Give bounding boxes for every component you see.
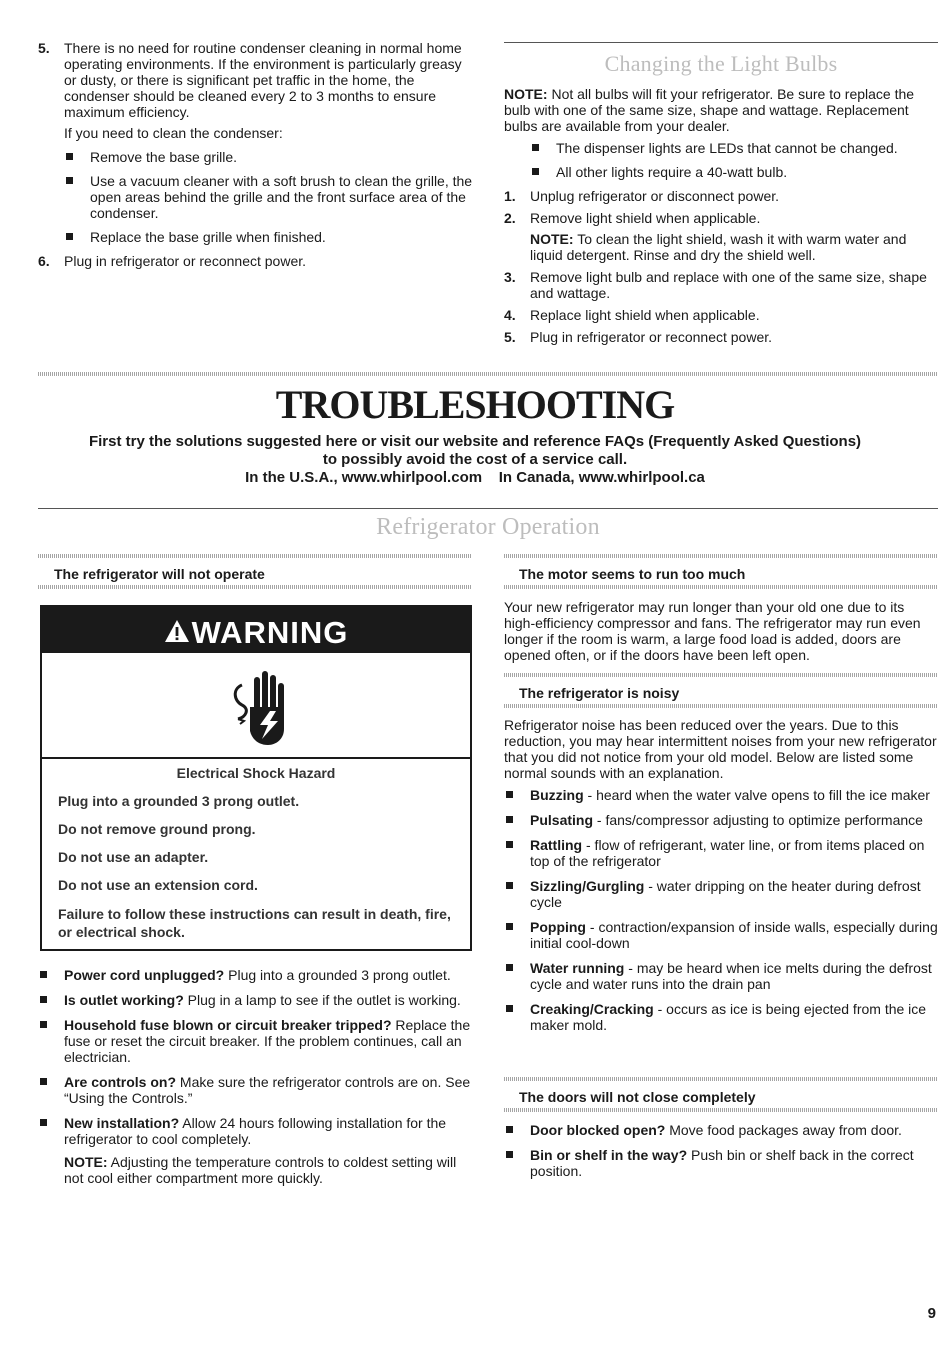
condenser-section — [38, 40, 473, 269]
list-item: All other lights require a 40-watt bulb. — [530, 164, 938, 180]
list-item: Household fuse blown or circuit breaker tripped? Replace the fuse or reset the circuit breaker. If the problem continues, call an electrician. — [38, 1017, 474, 1065]
step-number: 6. — [38, 253, 50, 269]
warning-line: Failure to follow these instructions can result in death, fire, or electrical shock. — [58, 906, 451, 940]
warning-line: Do not use an extension cord. — [58, 877, 258, 893]
note: NOTE: Adjusting the temperature controls to coldest setting will not cool either compartment more quickly. — [64, 1154, 457, 1186]
section-title: Changing the Light Bulbs — [604, 51, 838, 76]
troubleshooting-intro: First try the solutions suggested here or visit our website and reference FAQs (Frequently Asked Questions) to possibly avoid the cost of a service call. In the U.S.A., www.whirlpool.com In Canada, www.whirlpool.ca — [88, 433, 862, 486]
subsection-title: The motor seems to run too much — [519, 566, 746, 582]
warning-icon-area — [42, 653, 470, 759]
list-item: New installation? Allow 24 hours following installation for the refrigerator to cool completely. — [38, 1115, 474, 1147]
step-text: There is no need for routine condenser cleaning in normal home operating environments. If the environment is particularly greasy or dusty, or there is significant pet traffic in the home, the condenser should be cleaned every 2 to 3 months to ensure maximum efficiency. — [64, 40, 462, 120]
list-item: Is outlet working? Plug in a lamp to see if the outlet is working. — [38, 992, 474, 1008]
divider — [38, 508, 938, 509]
electric-shock-hand-icon — [224, 667, 294, 747]
step-1: 1. Unplug refrigerator or disconnect power. — [504, 188, 780, 204]
warning-line: Plug into a grounded 3 prong outlet. — [58, 793, 300, 809]
motor-text: Your new refrigerator may run longer than your old one due to its high-efficiency compressor and fans. The refrigerator may run even longer if the room is warm, a large food load is added, doors are opened often, or if the doors have been left open. — [504, 599, 921, 663]
dotted-divider — [504, 554, 938, 558]
section-title: Refrigerator Operation — [376, 514, 600, 540]
dotted-divider — [504, 585, 938, 589]
subsection-title: The refrigerator will not operate — [54, 566, 265, 582]
dotted-divider — [504, 1077, 938, 1081]
list-item: Buzzing - heard when the water valve opens to fill the ice maker — [504, 787, 938, 803]
warning-line: Do not remove ground prong. — [58, 821, 256, 837]
step-6 — [38, 253, 473, 269]
step-2: 2. Remove light shield when applicable. NOTE: To clean the light shield, wash it with warm water and liquid detergent. Rinse and dry the shield well. — [504, 210, 938, 263]
step-number: 5. — [38, 40, 50, 56]
list-item: Creaking/Cracking - occurs as ice is being ejected from the ice maker mold. — [504, 1001, 938, 1033]
dotted-divider — [38, 372, 938, 376]
light-note: NOTE: Not all bulbs will fit your refrigerator. Be sure to replace the bulb with one of the same size, shape and wattage. Replacement bulbs are available from your dealer. — [504, 86, 915, 134]
step-5: 5. Plug in refrigerator or reconnect power. — [504, 329, 773, 345]
warning-body — [42, 757, 470, 949]
dotted-divider — [504, 673, 938, 677]
page-title: TROUBLESHOOTING — [275, 382, 675, 427]
warning-header: WARNING — [42, 607, 470, 653]
step-4: 4. Replace light shield when applicable. — [504, 307, 760, 323]
dotted-divider — [38, 554, 472, 558]
subsection-title: The refrigerator is noisy — [519, 685, 680, 701]
list-item: Bin or shelf in the way? Push bin or shelf back in the correct position. — [504, 1147, 938, 1179]
dotted-divider — [38, 585, 472, 589]
warning-triangle-icon — [164, 609, 190, 657]
warning-box — [40, 605, 472, 951]
list-item: Pulsating - fans/compressor adjusting to optimize performance — [504, 812, 938, 828]
list-item: Sizzling/Gurgling - water dripping on the heater during defrost cycle — [504, 878, 938, 910]
step-2-note: NOTE: To clean the light shield, wash it with warm water and liquid detergent. Rinse and dry the shield well. — [530, 231, 907, 263]
list-item: Replace the base grille when finished. — [64, 229, 473, 245]
list-item: Rattling - flow of refrigerant, water line, or from items placed on top of the refrigerator — [504, 837, 938, 869]
divider — [504, 42, 938, 43]
hazard-title: Electrical Shock Hazard — [176, 765, 336, 781]
light-bulbs-section — [504, 86, 938, 345]
step-3: 3. Remove light bulb and replace with one of the same size, shape and wattage. — [504, 269, 927, 301]
dotted-divider — [504, 1108, 938, 1112]
list-item: Use a vacuum cleaner with a soft brush to clean the grille, the open areas behind the grille and the front surface area of the condenser. — [64, 173, 473, 221]
list-item: Popping - contraction/expansion of inside walls, especially during initial cool-down — [504, 919, 938, 951]
step-text: Plug in refrigerator or reconnect power. — [64, 253, 307, 269]
list-item: Door blocked open? Move food packages away from door. — [504, 1122, 938, 1138]
list-item: Power cord unplugged? Plug into a grounded 3 prong outlet. — [38, 967, 474, 983]
noisy-section — [504, 717, 938, 1033]
subsection-title: The doors will not close completely — [519, 1089, 756, 1105]
page-number: 9 — [927, 1305, 936, 1322]
list-item: Water running - may be heard when ice melts during the defrost cycle and water runs into the drain pan — [504, 960, 938, 992]
warning-line: Do not use an adapter. — [58, 849, 209, 865]
list-item: The dispenser lights are LEDs that cannot be changed. — [530, 140, 938, 156]
clean-intro: If you need to clean the condenser: — [64, 125, 283, 141]
noisy-text: Refrigerator noise has been reduced over the years. Due to this reduction, you may hear intermittent noises from your new refrigerator that you did not notice from your old model. Below are listed some normal sounds with an explanation. — [504, 717, 937, 781]
list-item: Are controls on? Make sure the refrigerator controls are on. See “Using the Controls.” — [38, 1074, 474, 1106]
list-item: Remove the base grille. — [64, 149, 473, 165]
doors-section — [504, 1122, 938, 1179]
step-5 — [38, 40, 473, 120]
will-not-operate-list — [38, 967, 474, 1186]
dotted-divider — [504, 704, 938, 708]
